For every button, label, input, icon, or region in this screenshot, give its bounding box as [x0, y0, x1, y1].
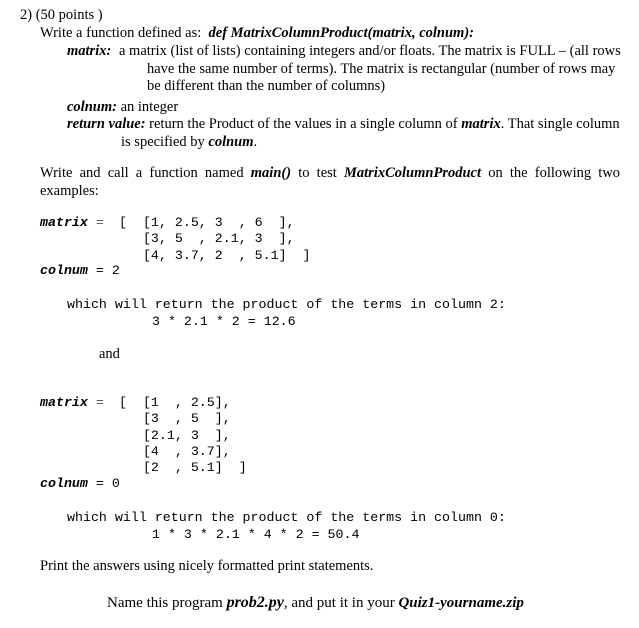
problem-header — [20, 7, 103, 24]
print-instruction: Print the answers using nicely formatted print statements. — [40, 558, 374, 574]
program-filename: prob2.py — [226, 594, 284, 611]
zip-filename: Quiz1-yourname.zip — [398, 595, 524, 611]
problem-number: 2) — [20, 7, 33, 23]
example2-colnum: colnum = 0 — [40, 476, 120, 491]
main-function-name: main() — [250, 165, 292, 181]
example1-matrix-values — [119, 215, 311, 264]
intro-text: Write a function defined as: — [40, 25, 202, 41]
matrix-row: [2.1, 3 ], — [119, 427, 231, 443]
problem-points: (50 points ) — [35, 7, 103, 23]
matrix-row: [4, 3.7, 2 , 5.1] ] — [119, 247, 311, 263]
example1-colnum: colnum = 2 — [40, 263, 120, 278]
footer-instruction: Name this program prob2.py, and put it in your Quiz1-yourname.zip — [107, 594, 524, 611]
matrix-row: [3 , 5 ], — [119, 411, 231, 427]
colnum-param-label: colnum: — [67, 99, 117, 115]
example1-explain: which will return the product of the terms in column 2: — [67, 297, 506, 312]
example1-calc: 3 * 2.1 * 2 = 12.6 — [152, 314, 296, 329]
matrix-row: [2 , 5.1] ] — [119, 460, 247, 476]
function-intro — [40, 25, 474, 42]
task-paragraph: Write and call a function named main() to test MatrixColumnProduct on the following two examples: — [40, 165, 621, 199]
return-value-label: return value: — [67, 116, 146, 132]
example2-explain: which will return the product of the terms in column 0: — [67, 510, 506, 525]
matrix-row: [3, 5 , 2.1, 3 ], — [119, 231, 295, 247]
example2-calc: 1 * 3 * 2.1 * 4 * 2 = 50.4 — [152, 527, 360, 542]
and-text: and — [99, 346, 120, 362]
return-value-desc: return value: return the Product of the values in a single column of matrix. That single column is specified by colnum. — [67, 116, 620, 150]
function-signature: def MatrixColumnProduct(matrix, colnum): — [208, 25, 474, 41]
matrix-row: [ [1 , 2.5], — [119, 395, 231, 410]
colnum-param-desc: colnum: an integer — [67, 99, 179, 115]
matrix-row: [ [1, 2.5, 3 , 6 ], — [119, 215, 295, 230]
matrix-param-label: matrix: — [67, 43, 112, 59]
example1-matrix-label: matrix = — [40, 215, 104, 230]
example2-matrix-label: matrix = — [40, 395, 104, 410]
matrix-row: [4 , 3.7], — [119, 443, 231, 459]
tested-function-name: MatrixColumnProduct — [344, 165, 481, 181]
matrix-param-text: a matrix (list of lists) containing integers and/or floats. The matrix is FULL – (all rows have the same number of terms). The matrix is rectangular (number of rows may be different than the number of columns) — [119, 43, 621, 94]
example2-matrix-values — [119, 395, 247, 476]
